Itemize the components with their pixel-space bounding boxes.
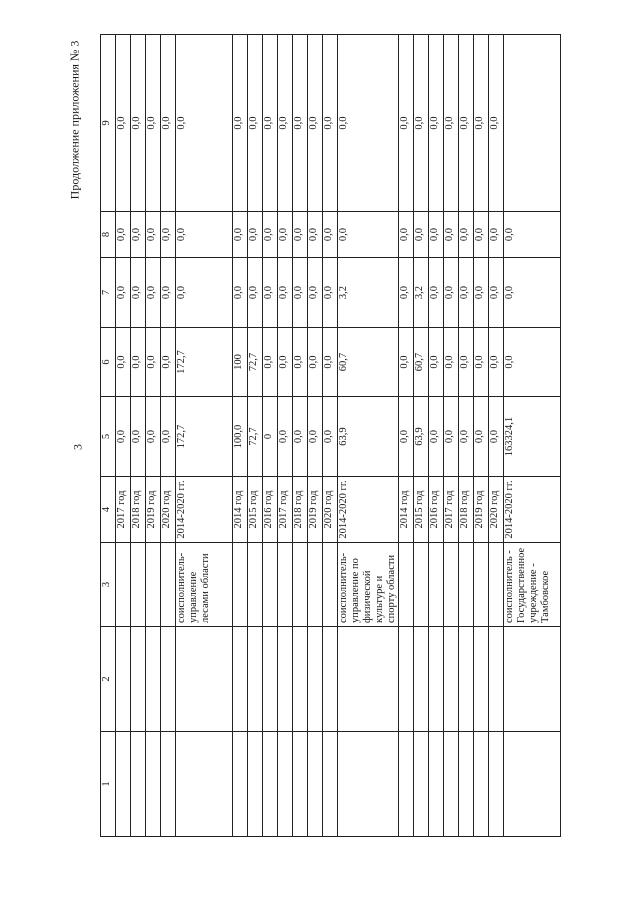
table-row (429, 35, 444, 837)
cell-value: 0,0 (429, 258, 444, 328)
cell-value: 0,0 (444, 258, 459, 328)
cell-col1 (146, 732, 161, 837)
cell-value: 0,0 (146, 328, 161, 397)
cell-period: 2017 год (278, 477, 293, 543)
cell-period: 2014 год (233, 477, 248, 543)
cell-value: 0,0 (399, 258, 414, 328)
cell-col1 (474, 732, 489, 837)
cell-value: 0,0 (444, 35, 459, 212)
cell-value: 0,0 (146, 35, 161, 212)
cell-value: 0,0 (293, 397, 308, 477)
cell-period: 2017 год (444, 477, 459, 543)
cell-value: 0,0 (278, 212, 293, 258)
cell-value: 0,0 (263, 258, 278, 328)
cell-period: 2019 год (308, 477, 323, 543)
cell-value: 0,0 (131, 35, 146, 212)
cell-col1 (116, 732, 131, 837)
cell-value: 0,0 (263, 35, 278, 212)
cell-value: 0,0 (248, 212, 263, 258)
cell-value: 3,2 (414, 258, 429, 328)
cell-period: 2015 год (248, 477, 263, 543)
cell-value: 0,0 (293, 212, 308, 258)
cell-executor (146, 543, 161, 627)
cell-value (504, 35, 561, 212)
cell-value: 0,0 (414, 35, 429, 212)
cell-col2 (474, 627, 489, 732)
cell-value: 0,0 (399, 328, 414, 397)
column-header-row (101, 35, 116, 837)
table-row (263, 35, 278, 837)
cell-period: 2020 год (323, 477, 338, 543)
cell-value: 63,9 (338, 397, 399, 477)
cell-value: 0,0 (116, 35, 131, 212)
cell-value: 0 (263, 397, 278, 477)
cell-value: 0,0 (176, 35, 233, 212)
appendix-caption-text: Продолжение приложения № 3 (67, 40, 82, 200)
table-total-row (176, 35, 233, 837)
cell-col1 (278, 732, 293, 837)
cell-period: 2016 год (263, 477, 278, 543)
cell-period: 2019 год (474, 477, 489, 543)
cell-value: 0,0 (474, 258, 489, 328)
cell-period: 2018 год (131, 477, 146, 543)
cell-executor: соисполнитель-управление лесами области (176, 543, 233, 627)
table-row (116, 35, 131, 837)
cell-value: 0,0 (263, 328, 278, 397)
cell-value: 0,0 (308, 258, 323, 328)
cell-value: 0,0 (146, 258, 161, 328)
table-row (308, 35, 323, 837)
cell-value: 0,0 (504, 212, 561, 258)
table-frame (100, 35, 551, 837)
cell-value: 0,0 (116, 397, 131, 477)
cell-value: 0,0 (308, 212, 323, 258)
cell-value: 0,0 (474, 397, 489, 477)
cell-col1 (131, 732, 146, 837)
cell-executor (263, 543, 278, 627)
cell-value: 0,0 (338, 212, 399, 258)
cell-value: 0,0 (399, 397, 414, 477)
table-row (459, 35, 474, 837)
table-total-row (504, 35, 561, 837)
cell-value: 0,0 (248, 35, 263, 212)
cell-col2 (248, 627, 263, 732)
cell-executor (308, 543, 323, 627)
cell-executor (116, 543, 131, 627)
cell-value: 0,0 (323, 35, 338, 212)
cell-period: 2014 год (399, 477, 414, 543)
cell-executor (278, 543, 293, 627)
table-row (399, 35, 414, 837)
cell-value: 0,0 (474, 328, 489, 397)
cell-value: 0,0 (308, 35, 323, 212)
cell-value: 0,0 (161, 35, 176, 212)
cell-value: 0,0 (323, 397, 338, 477)
cell-value: 0,0 (278, 35, 293, 212)
cell-value: 0,0 (504, 328, 561, 397)
cell-col2 (263, 627, 278, 732)
cell-value: 0,0 (429, 212, 444, 258)
cell-value: 0,0 (459, 258, 474, 328)
cell-value: 0,0 (399, 35, 414, 212)
cell-value: 60,7 (414, 328, 429, 397)
cell-value: 0,0 (429, 35, 444, 212)
cell-executor (161, 543, 176, 627)
cell-value: 0,0 (278, 328, 293, 397)
col-header-5: 5 (101, 397, 116, 477)
cell-value: 0,0 (263, 212, 278, 258)
cell-value: 0,0 (131, 258, 146, 328)
cell-executor: соисполнитель - Государственное учреждение - Тамбовское (504, 543, 561, 627)
cell-col2 (459, 627, 474, 732)
cell-value: 0,0 (444, 397, 459, 477)
cell-col2 (399, 627, 414, 732)
cell-col2 (146, 627, 161, 732)
table-row (293, 35, 308, 837)
cell-value: 0,0 (131, 397, 146, 477)
cell-value: 72,7 (248, 397, 263, 477)
cell-period: 2017 год (116, 477, 131, 543)
cell-value: 0,0 (161, 212, 176, 258)
cell-col2 (161, 627, 176, 732)
cell-value: 0,0 (131, 212, 146, 258)
cell-value: 100,0 (233, 397, 248, 477)
cell-value: 0,0 (308, 397, 323, 477)
cell-value: 0,0 (146, 397, 161, 477)
cell-value: 0,0 (504, 258, 561, 328)
cell-value: 0,0 (176, 258, 233, 328)
cell-executor (233, 543, 248, 627)
finance-table (100, 34, 561, 837)
cell-col1 (504, 732, 561, 837)
cell-col2 (429, 627, 444, 732)
cell-col1 (414, 732, 429, 837)
cell-value: 0,0 (293, 328, 308, 397)
cell-value: 0,0 (161, 328, 176, 397)
table-row (474, 35, 489, 837)
cell-value: 0,0 (429, 328, 444, 397)
col-header-1: 1 (101, 732, 116, 837)
cell-value: 100 (233, 328, 248, 397)
cell-col2 (176, 627, 233, 732)
col-header-2: 2 (101, 627, 116, 732)
cell-value: 0,0 (474, 35, 489, 212)
cell-col2 (278, 627, 293, 732)
col-header-8: 8 (101, 212, 116, 258)
cell-col2 (489, 627, 504, 732)
cell-col2 (444, 627, 459, 732)
cell-col1 (248, 732, 263, 837)
cell-col2 (323, 627, 338, 732)
table-body (101, 35, 561, 837)
cell-value: 0,0 (146, 212, 161, 258)
col-header-6: 6 (101, 328, 116, 397)
cell-period: 2014-2020 гг. (176, 477, 233, 543)
cell-value: 0,0 (131, 328, 146, 397)
page-number-text: 3 (70, 444, 85, 450)
cell-value: 0,0 (444, 328, 459, 397)
cell-value: 0,0 (323, 212, 338, 258)
cell-col1 (293, 732, 308, 837)
cell-period: 2015 год (414, 477, 429, 543)
cell-period: 2019 год (146, 477, 161, 543)
cell-executor (429, 543, 444, 627)
col-header-3: 3 (101, 543, 116, 627)
cell-executor (399, 543, 414, 627)
table-row (248, 35, 263, 837)
cell-executor: соисполнитель-управление по физической культуре и спорту области (338, 543, 399, 627)
cell-executor (323, 543, 338, 627)
cell-value: 0,0 (161, 258, 176, 328)
cell-value: 0,0 (399, 212, 414, 258)
cell-col1 (459, 732, 474, 837)
table-row (489, 35, 504, 837)
cell-value: 172,7 (176, 397, 233, 477)
cell-col1 (399, 732, 414, 837)
cell-value: 0,0 (233, 35, 248, 212)
cell-col1 (161, 732, 176, 837)
cell-period: 2014-2020 гг. (338, 477, 399, 543)
cell-value: 0,0 (278, 397, 293, 477)
cell-period: 2018 год (459, 477, 474, 543)
cell-col1 (308, 732, 323, 837)
cell-value: 0,0 (161, 397, 176, 477)
table-row (131, 35, 146, 837)
cell-value: 0,0 (444, 212, 459, 258)
cell-col1 (233, 732, 248, 837)
cell-value: 163324,1 (504, 397, 561, 477)
cell-value: 0,0 (459, 328, 474, 397)
cell-col1 (338, 732, 399, 837)
cell-col2 (233, 627, 248, 732)
cell-col2 (116, 627, 131, 732)
cell-value: 0,0 (489, 212, 504, 258)
cell-value: 63,9 (414, 397, 429, 477)
cell-value: 0,0 (323, 328, 338, 397)
cell-value: 0,0 (116, 328, 131, 397)
cell-value: 0,0 (233, 258, 248, 328)
col-header-4: 4 (101, 477, 116, 543)
cell-value: 0,0 (323, 258, 338, 328)
col-header-7: 7 (101, 258, 116, 328)
table-row (414, 35, 429, 837)
cell-value: 0,0 (116, 258, 131, 328)
cell-executor (248, 543, 263, 627)
cell-value: 0,0 (474, 212, 489, 258)
cell-value: 0,0 (414, 212, 429, 258)
cell-value: 0,0 (489, 328, 504, 397)
cell-value: 0,0 (489, 397, 504, 477)
cell-executor (489, 543, 504, 627)
cell-col1 (323, 732, 338, 837)
cell-value: 0,0 (459, 397, 474, 477)
cell-col2 (308, 627, 323, 732)
cell-value: 0,0 (293, 258, 308, 328)
table-row (323, 35, 338, 837)
cell-col1 (176, 732, 233, 837)
cell-value: 0,0 (278, 258, 293, 328)
cell-value: 172,7 (176, 328, 233, 397)
table-row (161, 35, 176, 837)
cell-col2 (131, 627, 146, 732)
cell-value: 0,0 (338, 35, 399, 212)
cell-executor (414, 543, 429, 627)
cell-executor (293, 543, 308, 627)
cell-executor (444, 543, 459, 627)
cell-col2 (338, 627, 399, 732)
cell-value: 0,0 (116, 212, 131, 258)
cell-executor (131, 543, 146, 627)
cell-value: 0,0 (308, 328, 323, 397)
cell-period: 2018 год (293, 477, 308, 543)
table-row (444, 35, 459, 837)
table-row (146, 35, 161, 837)
cell-col1 (489, 732, 504, 837)
cell-col1 (429, 732, 444, 837)
cell-value: 60,7 (338, 328, 399, 397)
cell-executor (474, 543, 489, 627)
cell-value: 0,0 (176, 212, 233, 258)
cell-col2 (414, 627, 429, 732)
cell-col1 (444, 732, 459, 837)
cell-value: 0,0 (293, 35, 308, 212)
table-row (233, 35, 248, 837)
table-row (278, 35, 293, 837)
table-total-row (338, 35, 399, 837)
cell-period: 2014-2020 гг. (504, 477, 561, 543)
cell-period: 2016 год (429, 477, 444, 543)
cell-value: 3,2 (338, 258, 399, 328)
cell-value: 0,0 (248, 258, 263, 328)
cell-executor (459, 543, 474, 627)
cell-col1 (263, 732, 278, 837)
cell-period: 2020 год (161, 477, 176, 543)
cell-value: 0,0 (233, 212, 248, 258)
cell-value: 0,0 (489, 35, 504, 212)
col-header-9: 9 (101, 35, 116, 212)
cell-value: 72,7 (248, 328, 263, 397)
cell-value: 0,0 (429, 397, 444, 477)
cell-col2 (293, 627, 308, 732)
cell-col2 (504, 627, 561, 732)
cell-value: 0,0 (459, 212, 474, 258)
cell-value: 0,0 (459, 35, 474, 212)
cell-period: 2020 год (489, 477, 504, 543)
cell-value: 0,0 (489, 258, 504, 328)
